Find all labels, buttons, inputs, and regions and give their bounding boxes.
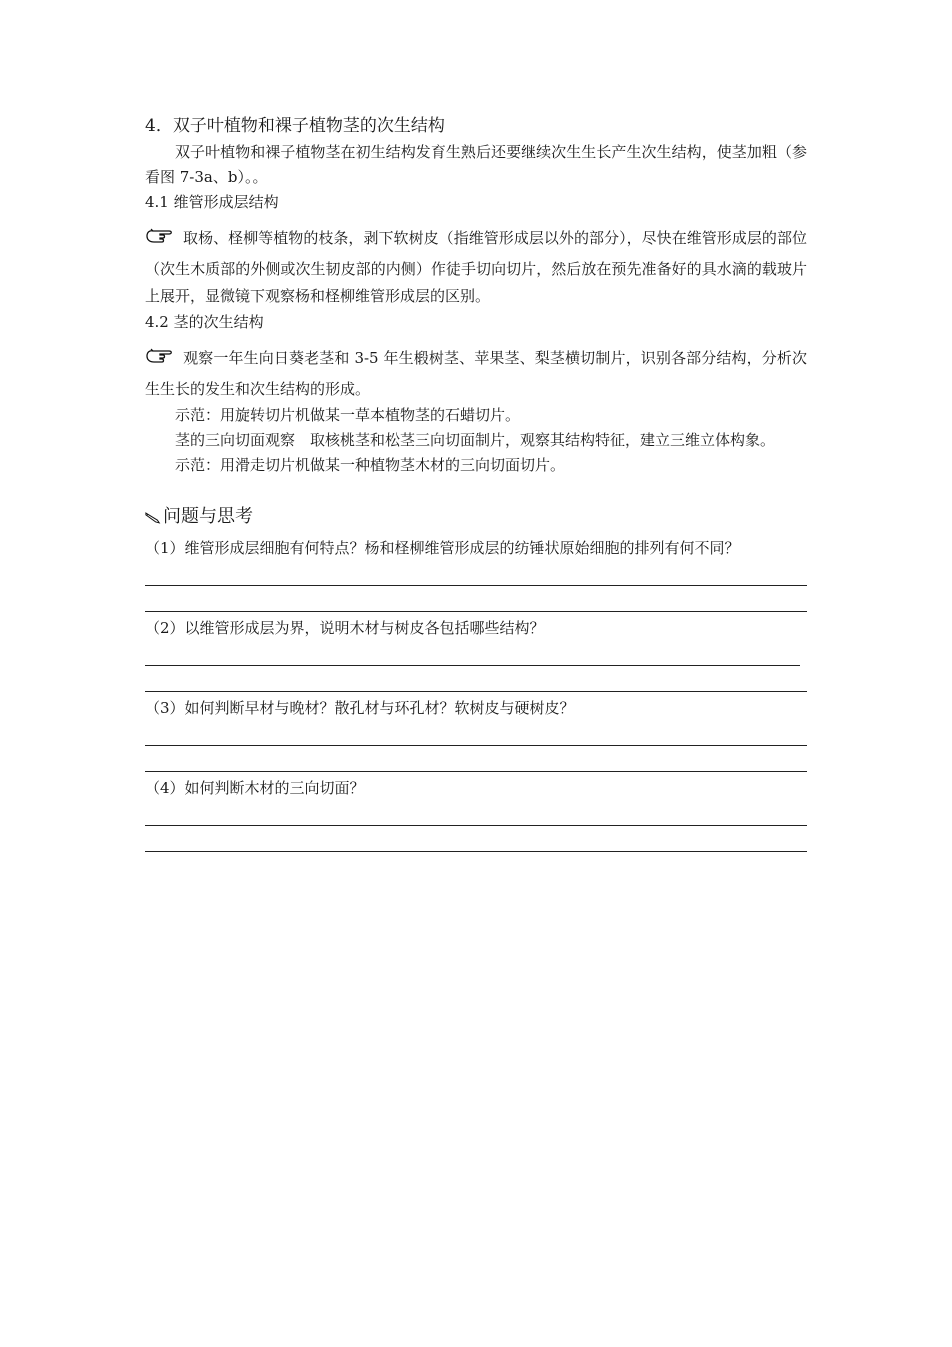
- section-title: 4．双子叶植物和裸子植物茎的次生结构: [145, 116, 445, 136]
- task-paragraph-4-2: [145, 345, 807, 403]
- answer-line[interactable]: [145, 666, 807, 692]
- pointing-hand-icon: [145, 227, 183, 256]
- answer-line[interactable]: [145, 640, 800, 666]
- task-text-4-1: 取杨、柽柳等植物的枝条，剥下软树皮（指维管形成层以外的部分），尽快在维管形成层的部位（次生木质部的外侧或次生韧皮部的内侧）作徒手切向切片，然后放在预先准备好的具水滴的载玻片上展开，显微镜下观察杨和柽柳维管形成层的区别。: [145, 229, 807, 305]
- demo-paragraph-2: 示范：用滑走切片机做某一种植物茎木材的三向切面切片。: [175, 456, 566, 474]
- question-3: （3）如何判断早材与晚材？散孔材与环孔材？软树皮与硬树皮？: [145, 699, 575, 717]
- subsection-heading-4-1: 4.1 维管形成层结构: [145, 193, 279, 211]
- answer-line[interactable]: [145, 720, 807, 746]
- answer-line[interactable]: [145, 586, 807, 612]
- question-block-1: [145, 532, 807, 612]
- question-block-3: [145, 692, 807, 772]
- answer-line[interactable]: [145, 560, 807, 586]
- pointing-hand-icon: [145, 347, 183, 376]
- task-text-4-2: 观察一年生向日葵老茎和 3-5 年生椴树茎、苹果茎、梨茎横切制片，识别各部分结构，分析次生生长的发生和次生结构的形成。: [145, 349, 807, 398]
- document-page: [145, 112, 807, 852]
- demo-paragraph-1: 示范：用旋转切片机做某一草本植物茎的石蜡切片。: [175, 406, 521, 424]
- questions-heading: [145, 504, 807, 532]
- question-block-4: [145, 772, 807, 852]
- answer-line[interactable]: [145, 826, 807, 852]
- questions-title: 问题与思考: [163, 506, 253, 527]
- answer-line[interactable]: [145, 800, 807, 826]
- section-intro: 双子叶植物和裸子植物茎在初生结构发育生熟后还要继续次生生长产生次生结构，使茎加粗（参看图 7-3a、b）。。: [145, 143, 807, 186]
- question-2: （2）以维管形成层为界，说明木材与树皮各包括哪些结构？: [145, 619, 545, 637]
- pen-icon: [145, 506, 163, 532]
- three-section-paragraph: 茎的三向切面观察 取核桃茎和松茎三向切面制片，观察其结构特征，建立三维立体构象。: [175, 431, 776, 449]
- subsection-heading-4-2: 4.2 茎的次生结构: [145, 313, 264, 331]
- question-4: （4）如何判断木材的三向切面？: [145, 779, 365, 797]
- question-1: （1）维管形成层细胞有何特点？杨和柽柳维管形成层的纺锤状原始细胞的排列有何不同？: [145, 539, 740, 557]
- task-paragraph-4-1: [145, 225, 807, 310]
- question-block-2: [145, 612, 807, 692]
- answer-line[interactable]: [145, 746, 807, 772]
